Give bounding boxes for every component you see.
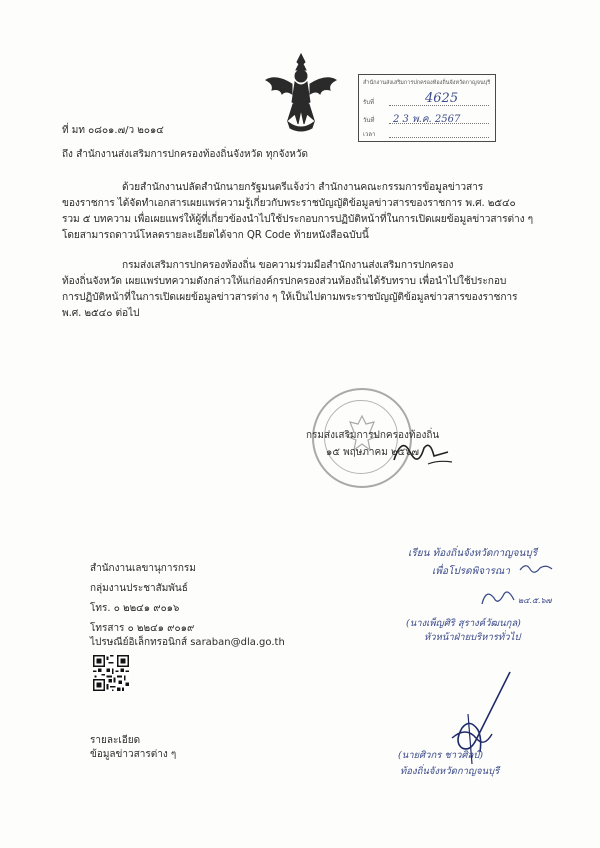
handwritten-title-1: หัวหน้าฝ่ายบริหารทั่วไป [424,632,521,643]
paragraph-line: โดยสามารถดาวน์โหลดรายละเอียดได้จาก QR Code ท้ายหนังสือฉบับนี้ [62,230,369,241]
receipt-date-label: วันที่ [363,117,375,124]
handwritten-title-2: ท้องถิ่นจังหวัดกาญจนบุรี [400,766,500,777]
receipt-number-value: 4625 [425,91,459,106]
attachment-item: ข้อมูลข่าวสารต่าง ๆ [90,749,177,760]
paragraph-line: ท้องถิ่นจังหวัด เผยแพร่บทความดังกล่าวให้แก่องค์กรปกครองส่วนท้องถิ่นได้รับทราบ เพื่อนำไปใช้ประกอบ [62,276,507,287]
document-number: ที่ มท ๐๘๐๑.๗/ว ๒๐๑๔ [62,125,164,136]
paragraph-line: ของราชการ ได้จัดทำเอกสารเผยแพร่ความรู้เกี่ยวกับพระราชบัญญัติข้อมูลข่าวสารของราชการ พ.ศ. ๒๕๔๐ [62,198,516,209]
receipt-stamp [358,74,496,142]
handwritten-name-2: (นายศิวกร ชาวศิลป์) [398,750,484,761]
paragraph-line: รวม ๕ บทความ เพื่อเผยแพร่ให้ผู้ที่เกี่ยวข้องนำไปใช้ประกอบการปฏิบัติหน้าที่ในการเปิดเผยข้อมูลข่าวสารต่าง ๆ [62,214,534,225]
contact-email: ไปรษณีย์อิเล็กทรอนิกส์ saraban@dla.go.th [90,637,285,648]
paragraph-line: การปฏิบัติหน้าที่ในการเปิดเผยข้อมูลข่าวสารต่าง ๆ ให้เป็นไปตามพระราชบัญญัติข้อมูลข่าวสารของราชการ [62,292,518,303]
paragraph-line: ด้วยสำนักงานปลัดสำนักนายกรัฐมนตรีแจ้งว่า สำนักงานคณะกรรมการข้อมูลข่าวสาร [122,182,484,193]
receipt-stamp-org: สำนักงานส่งเสริมการปกครองท้องถิ่นจังหวัดกาญจนบุรี [363,80,491,86]
contact-phone: โทร. ๐ ๒๒๔๑ ๙๐๑๖ [90,603,180,614]
signature-date: ๑๕ พฤษภาคม ๒๕๖๗ [326,447,420,458]
receipt-date-value: 2 3 พ.ค. 2567 [393,114,461,125]
handwritten-initial-date: ๒๔.๕.๖๗ [518,596,552,605]
handwritten-purpose: เพื่อโปรดพิจารณา [432,566,510,577]
director-signature-icon [388,430,458,470]
signature-department: กรมส่งเสริมการปกครองท้องถิ่น [306,430,440,441]
initials-signature-icon [478,586,518,610]
attachment-label: รายละเอียด [90,735,141,746]
receipt-time-label: เวลา [363,131,376,138]
contact-group: กลุ่มงานประชาสัมพันธ์ [90,583,188,594]
garuda-emblem-icon [262,50,340,134]
divider [389,137,489,138]
paragraph-line: พ.ศ. ๒๕๔๐ ต่อไป [62,308,140,319]
handwritten-to: เรียน ท้องถิ่นจังหวัดกาญจนบุรี [408,548,538,559]
handwritten-name-1: (นางเพ็ญศิริ สุรางค์วัฒนกุล) [406,618,521,629]
paragraph-line: กรมส่งเสริมการปกครองท้องถิ่น ขอความร่วมมือสำนักงานส่งเสริมการปกครอง [122,260,454,271]
initials-scribble-icon [518,560,554,574]
contact-office: สำนักงานเลขานุการกรม [90,563,196,574]
contact-fax: โทรสาร ๐ ๒๒๔๑ ๙๐๑๙ [90,623,195,634]
qr-code-icon [93,655,129,691]
addressee-line: ถึง สำนักงานส่งเสริมการปกครองท้องถิ่นจังหวัด ทุกจังหวัด [62,149,309,160]
receipt-number-label: รับที่ [363,99,374,106]
